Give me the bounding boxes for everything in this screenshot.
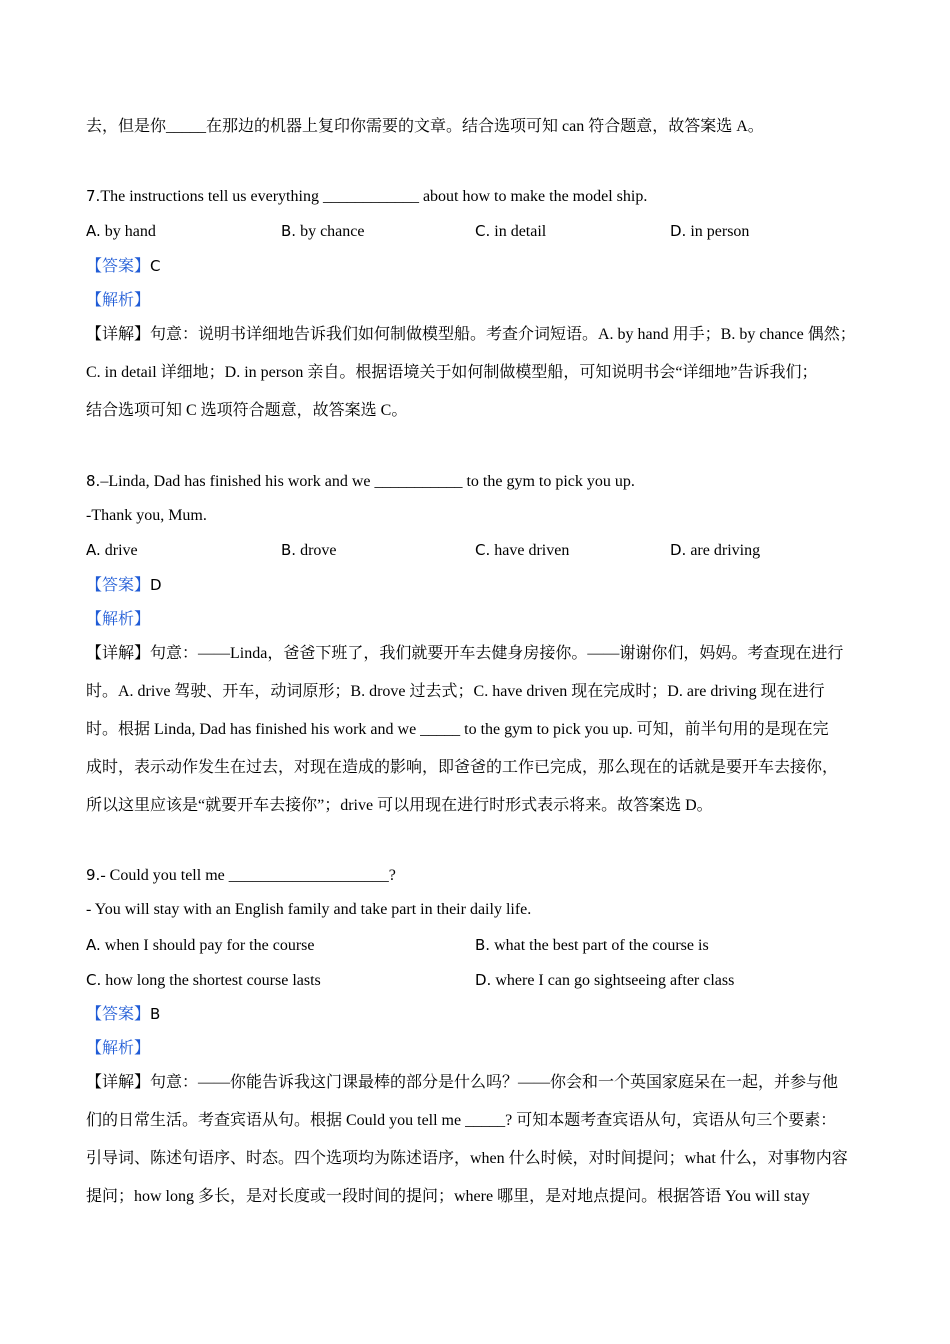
q9-detail-line-1: 【详解】句意：——你能告诉我这门课最棒的部分是什么吗？——你会和一个英国家庭呆在一起，并参与他 bbox=[86, 1074, 839, 1091]
q9-option-c bbox=[86, 970, 321, 991]
q7-answer bbox=[86, 256, 161, 277]
question-7-stem bbox=[86, 186, 647, 207]
answer-tag: 【答案】 bbox=[86, 258, 151, 275]
question-text: The instructions tell us everything ____________ about how to make the model ship. bbox=[100, 188, 648, 205]
q8-detail-line-5: 所以这里应该是“就要开车去接你”；drive 可以用现在进行时形式表示将来。故答案选 D。 bbox=[86, 797, 713, 814]
q7-option-c bbox=[475, 221, 546, 242]
q9-option-a bbox=[86, 935, 314, 956]
option-text: drive bbox=[104, 542, 138, 559]
q8-option-b bbox=[281, 540, 337, 561]
q8-option-a bbox=[86, 540, 138, 561]
option-text: have driven bbox=[494, 542, 570, 559]
q9-detail-line-2: 们的日常生活。考查宾语从句。根据 Could you tell me _____? 可知本题考查宾语从句，宾语从句三个要素： bbox=[86, 1112, 837, 1129]
q9-option-b bbox=[475, 935, 709, 956]
q8-detail-line-2: 时。A. drive 驾驶、开车，动词原形；B. drove 过去式；C. have driven 现在完成时；D. are driving 现在进行 bbox=[86, 683, 825, 700]
question-text: - Could you tell me ____________________? bbox=[100, 867, 396, 884]
option-letter: A. bbox=[86, 541, 101, 559]
option-letter: D. bbox=[670, 541, 687, 559]
option-text: in detail bbox=[494, 223, 547, 240]
answer-value: C bbox=[150, 257, 161, 275]
option-text: when I should pay for the course bbox=[104, 937, 315, 954]
answer-value: B bbox=[150, 1005, 161, 1023]
option-text: by chance bbox=[300, 223, 365, 240]
q7-analysis-tag: 【解析】 bbox=[86, 292, 151, 309]
option-text: by hand bbox=[104, 223, 156, 240]
q9-detail-line-3: 引导词、陈述句语序、时态。四个选项均为陈述语序，when 什么时候，对时间提问；what 什么，对事物内容 bbox=[86, 1150, 848, 1167]
q8-analysis-tag: 【解析】 bbox=[86, 611, 151, 628]
question-9-stem bbox=[86, 865, 396, 886]
option-text: where I can go sightseeing after class bbox=[495, 972, 735, 989]
option-letter: D. bbox=[475, 971, 492, 989]
question-text: –Linda, Dad has finished his work and we ___________ to the gym to pick you up. bbox=[100, 473, 635, 490]
option-letter: B. bbox=[281, 222, 297, 240]
option-letter: B. bbox=[281, 541, 297, 559]
option-text: drove bbox=[300, 542, 337, 559]
answer-value: D bbox=[150, 576, 162, 594]
q7-detail-line-2: C. in detail 详细地；D. in person 亲自。根据语境关于如何制做模型船，可知说明书会“详细地”告诉我们； bbox=[86, 364, 818, 381]
question-number: 8. bbox=[86, 472, 101, 490]
option-text: are driving bbox=[690, 542, 761, 559]
option-letter: A. bbox=[86, 936, 101, 954]
question-number: 9. bbox=[86, 866, 101, 884]
option-letter: B. bbox=[475, 936, 491, 954]
option-letter: D. bbox=[670, 222, 687, 240]
q9-reply: - You will stay with an English family and take part in their daily life. bbox=[86, 901, 532, 918]
option-letter: A. bbox=[86, 222, 101, 240]
q7-detail-line-1: 【详解】句意：说明书详细地告诉我们如何制做模型船。考查介词短语。A. by hand 用手；B. by chance 偶然； bbox=[86, 326, 856, 343]
q8-detail-line-3: 时。根据 Linda, Dad has finished his work and we _____ to the gym to pick you up. 可知，前半句用的是现在完 bbox=[86, 721, 829, 738]
question-number: 7. bbox=[86, 187, 101, 205]
q9-detail-line-4: 提问；how long 多长，是对长度或一段时间的提问；where 哪里，是对地点提问。根据答语 You will stay bbox=[86, 1188, 810, 1205]
q7-option-d bbox=[670, 221, 749, 242]
option-letter: C. bbox=[86, 971, 102, 989]
q9-answer bbox=[86, 1004, 160, 1025]
q8-option-d bbox=[670, 540, 760, 561]
answer-tag: 【答案】 bbox=[86, 577, 151, 594]
question-8-stem bbox=[86, 471, 635, 492]
q8-answer bbox=[86, 575, 162, 596]
option-letter: C. bbox=[475, 541, 491, 559]
option-text: how long the shortest course lasts bbox=[105, 972, 321, 989]
option-text: in person bbox=[690, 223, 750, 240]
q9-analysis-tag: 【解析】 bbox=[86, 1040, 151, 1057]
q8-detail-line-1: 【详解】句意：——Linda，爸爸下班了，我们就要开车去健身房接你。——谢谢你们，妈妈。考查现在进行 bbox=[86, 645, 844, 662]
q7-detail-line-3: 结合选项可知 C 选项符合题意，故答案选 C。 bbox=[86, 402, 408, 419]
option-text: what the best part of the course is bbox=[494, 937, 709, 954]
answer-tag: 【答案】 bbox=[86, 1006, 151, 1023]
q8-reply: -Thank you, Mum. bbox=[86, 507, 207, 524]
continued-explanation-line: 去，但是你_____在那边的机器上复印你需要的文章。结合选项可知 can 符合题意，故答案选 A。 bbox=[86, 118, 764, 135]
q8-detail-line-4: 成时，表示动作发生在过去，对现在造成的影响，即爸爸的工作已完成，那么现在的话就是要开车去接你， bbox=[86, 759, 839, 776]
q7-option-a bbox=[86, 221, 156, 242]
q8-option-c bbox=[475, 540, 569, 561]
q7-option-b bbox=[281, 221, 364, 242]
q9-option-d bbox=[475, 970, 734, 991]
option-letter: C. bbox=[475, 222, 491, 240]
